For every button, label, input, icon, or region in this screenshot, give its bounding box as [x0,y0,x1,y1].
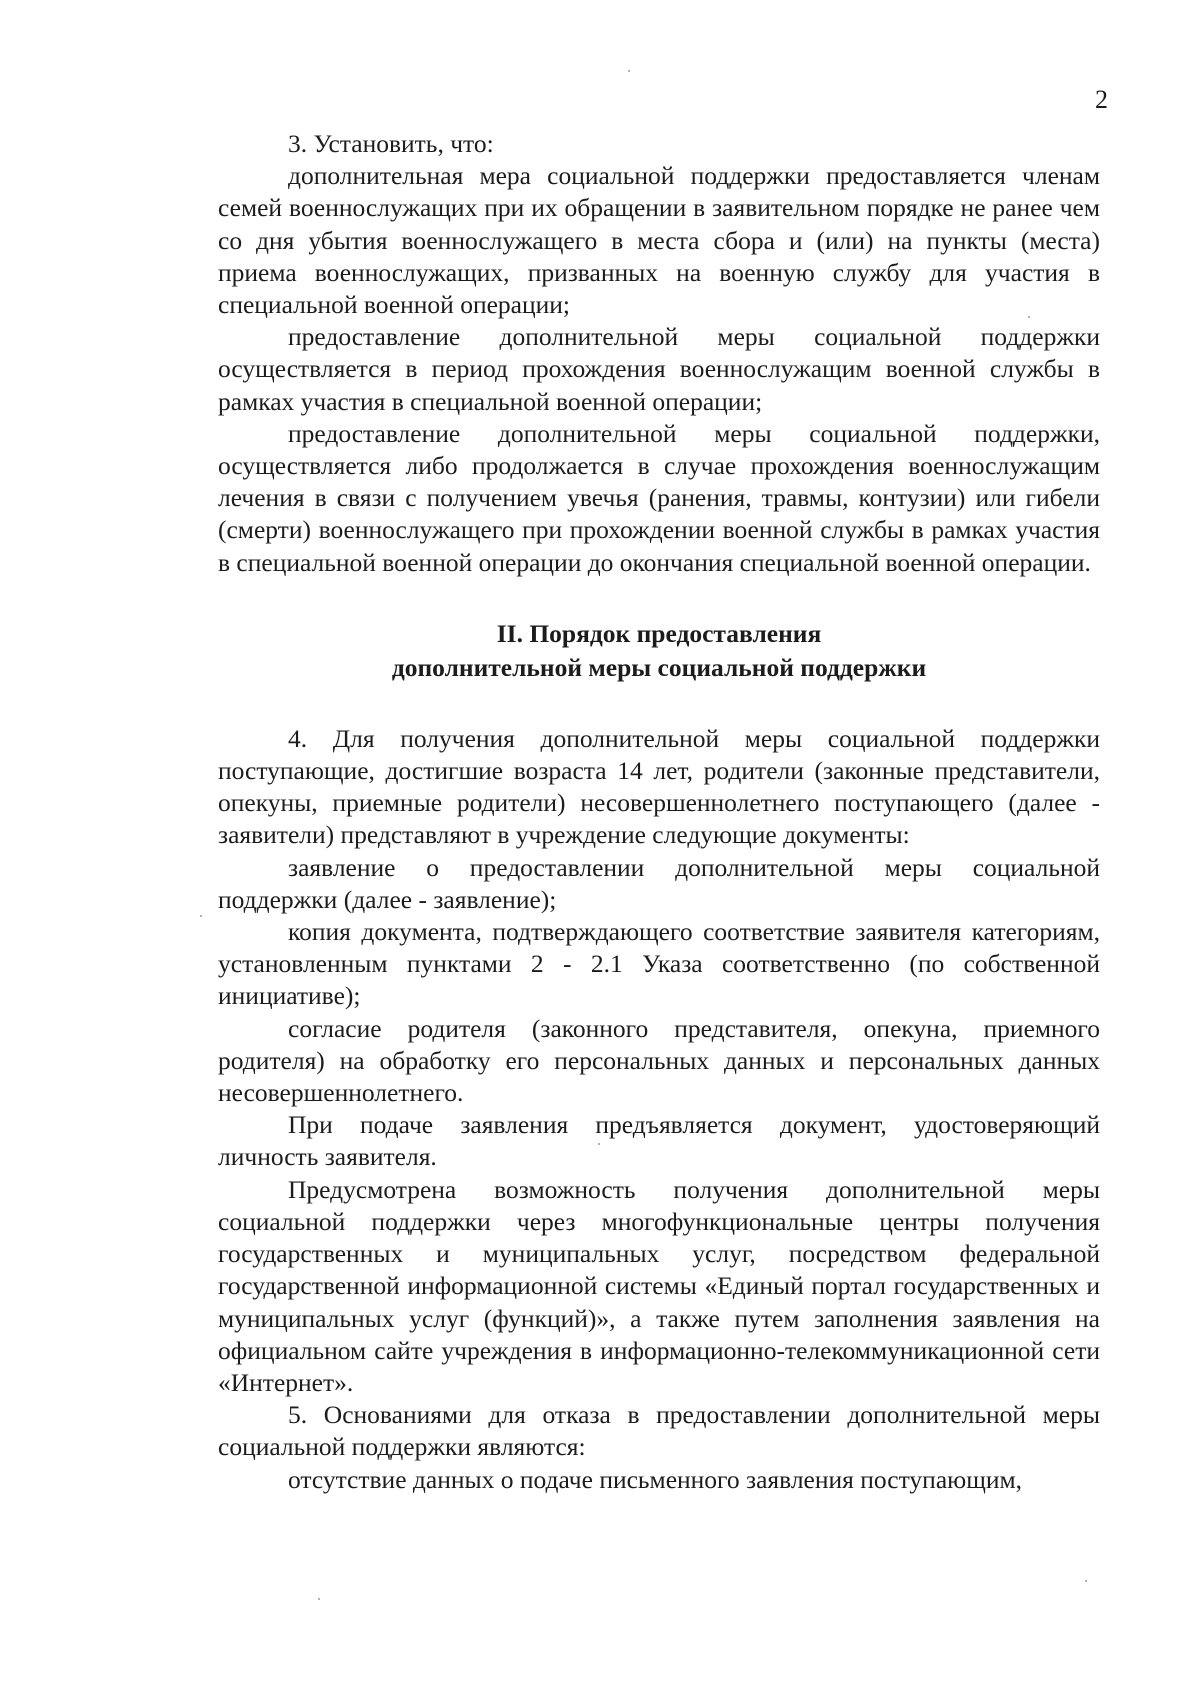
section-heading-line-2: дополнительной меры социальной поддержки [391,652,927,682]
paragraph: 5. Основаниями для отказа в предоставлении дополнительной меры социальной поддержки являются: [218,1400,1100,1462]
section-heading-line-1: II. Порядок предоставления [496,618,822,648]
scan-speck [628,70,630,72]
paragraph: предоставление дополнительной меры социальной поддержки осуществляется в период прохождения военнослужащим военной службы в рамках участия в специальной военной операции; [218,322,1100,416]
scan-speck [200,915,202,917]
page-number: 2 [1095,85,1108,114]
document-body [218,128,1100,1496]
paragraph: дополнительная мера социальной поддержки предоставляется членам семей военнослужащих при их обращении в заявительном порядке не ранее чем со дня убытия военнослужащего в места сбора и (или) на пункты (места) приема военнослужащих, призванных на военную службу для участия в специальной военной операции; [218,161,1100,320]
paragraph: отсутствие данных о подаче письменного заявления поступающим, [288,1464,1022,1494]
paragraph: заявление о предоставлении дополнительной меры социальной поддержки (далее - заявление); [218,852,1100,914]
paragraph: При подаче заявления предъявляется документ, удостоверяющий личность заявителя. [218,1110,1100,1172]
paragraph: 3. Установить, что: [288,129,494,158]
paragraph: 4. Для получения дополнительной меры социальной поддержки поступающие, достигшие возраста 14 лет, родители (законные представители, опекуны, приемные родители) несовершеннолетнего поступающего (далее - заявители) представляют в учреждение следующие документы: [218,723,1100,850]
paragraph: Предусмотрена возможность получения дополнительной меры социальной поддержки через многофункциональные центры получения государственных и муниципальных услуг, посредством федеральной государственной информационной системы «Единый портал государственных и муниципальных услуг (функций)», а также путем заполнения заявления на официальном сайте учреждения в информационно-телекоммуникационной сети «Интернет». [218,1174,1100,1397]
paragraph: предоставление дополнительной меры социальной поддержки, осуществляется либо продолжается в случае прохождения военнослужащим лечения в связи с получением увечья (ранения, травмы, контузии) или гибели (смерти) военнослужащего при прохождении военной службы в рамках участия в специальной военной операции до окончания специальной военной операции. [218,418,1100,577]
scan-speck [598,1143,600,1145]
scan-speck [1085,1580,1087,1582]
scan-speck [318,1598,320,1600]
section-heading [218,617,1100,685]
paragraph: согласие родителя (законного представителя, опекуна, приемного родителя) на обработку его персональных данных и персональных данных несовершеннолетнего. [218,1013,1100,1108]
scan-speck [1028,316,1030,318]
paragraph: копия документа, подтверждающего соответствие заявителя категориям, установленным пунктами 2 - 2.1 Указа соответственно (по собственной инициативе); [218,917,1100,1011]
